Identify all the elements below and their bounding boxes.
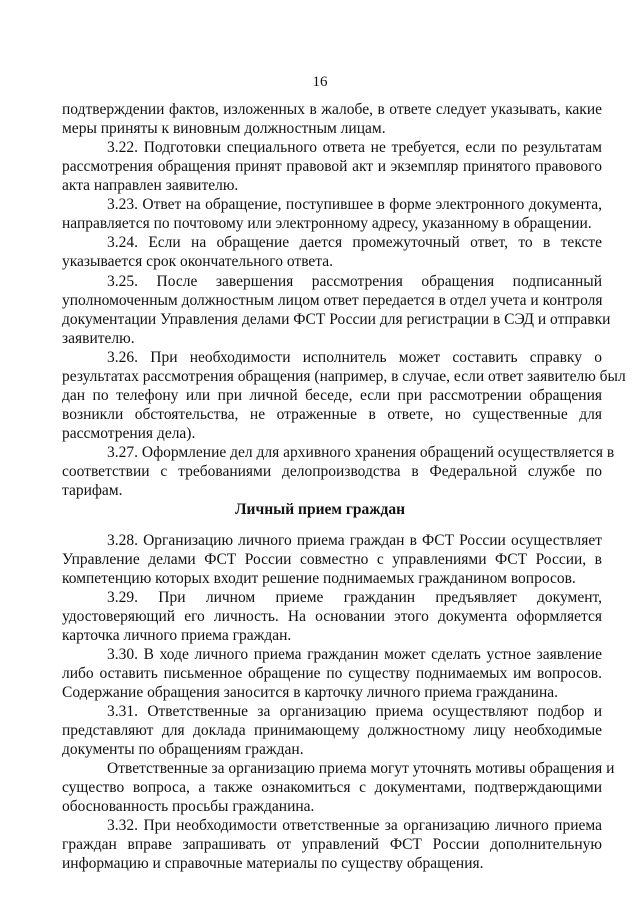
section-heading: Личный прием граждан — [234, 501, 406, 518]
paragraph-3-25-line: 3.25. После завершения рассмотрения обращения подписанный — [107, 273, 602, 290]
page-number: 16 — [312, 74, 328, 90]
text-line: дан по телефону или при личной беседе, если при рассмотрении обращения — [62, 387, 602, 404]
paragraph-3-30-line: 3.30. В ходе личного приема гражданин может сделать устное заявление — [107, 646, 602, 663]
text-line: указывается срок окончательного ответа. — [62, 253, 334, 270]
text-line: удостоверяющий его личность. На основании этого документа оформляется — [62, 608, 602, 625]
text-line: уполномоченным должностным лицом ответ передается в отдел учета и контроля — [62, 292, 603, 309]
text-line: Управление делами ФСТ России совместно с управлениями ФСТ России, в — [62, 551, 602, 568]
text-line: рассмотрения обращения принят правовой акт и экземпляр принятого правового — [62, 158, 602, 175]
text-line: документации Управления делами ФСТ России для регистрации в СЭД и отправки — [62, 311, 611, 328]
text-line: тарифам. — [62, 482, 123, 499]
text-line: документы по обращениям граждан. — [62, 741, 304, 758]
paragraph-3-27-line: 3.27. Оформление дел для архивного хранения обращений осуществляется в — [107, 444, 615, 461]
paragraph-3-26-line: 3.26. При необходимости исполнитель может составить справку о — [107, 349, 602, 366]
paragraph-3-24-line: 3.24. Если на обращение дается промежуточный ответ, то в тексте — [107, 234, 602, 251]
text-line: заявителю. — [62, 330, 135, 347]
text-line: соответствии с требованиями делопроизводства в Федеральной службе по — [62, 463, 602, 480]
text-line: информацию и справочные материалы по существу обращения. — [62, 855, 484, 872]
text-line: подтверждении фактов, изложенных в жалобе, в ответе следует указывать, какие — [62, 101, 602, 118]
text-line: возникли обстоятельства, не отраженные в ответе, но существенные для — [62, 406, 602, 423]
text-line: карточка личного приема граждан. — [62, 627, 292, 644]
text-line: рассмотрения дела). — [62, 425, 196, 442]
text-line: меры приняты к виновным должностным лицам. — [62, 120, 386, 137]
paragraph-3-29-line: 3.29. При личном приеме гражданин предъявляет документ, — [107, 589, 602, 606]
paragraph-3-31-line: 3.31. Ответственные за организацию приема осуществляют подбор и — [107, 703, 602, 720]
text-line: результатах рассмотрения обращения (например, в случае, если ответ заявителю был — [62, 368, 626, 385]
text-line: граждан вправе запрашивать от управлений ФСТ России дополнительную — [62, 836, 602, 853]
text-line: существо вопроса, а также ознакомиться с документами, подтверждающими — [62, 779, 602, 796]
text-line: компетенцию которых входит решение поднимаемых гражданином вопросов. — [62, 570, 576, 587]
text-line: направляется по почтовому или электронному адресу, указанному в обращении. — [62, 215, 592, 232]
paragraph-3-23-line: 3.23. Ответ на обращение, поступившее в форме электронного документа, — [107, 196, 602, 213]
paragraph-3-32-line: 3.32. При необходимости ответственные за организацию личного приема — [107, 817, 602, 834]
text-line: Содержание обращения заносится в карточку личного приема гражданина. — [62, 684, 559, 701]
text-line: представляют для доклада принимающему должностному лицу необходимые — [62, 722, 602, 739]
text-line: акта направлен заявителю. — [62, 177, 239, 194]
paragraph-3-22-line: 3.22. Подготовки специального ответа не требуется, если по результатам — [107, 139, 602, 156]
text-line: обоснованность просьбы гражданина. — [62, 798, 315, 815]
paragraph-3-28-line: 3.28. Организацию личного приема граждан в ФСТ России осуществляет — [107, 532, 602, 549]
text-line: либо оставить письменное обращение по существу поднимаемых им вопросов. — [62, 665, 602, 682]
paragraph-responsible-line: Ответственные за организацию приема могут уточнять мотивы обращения и — [107, 760, 615, 777]
